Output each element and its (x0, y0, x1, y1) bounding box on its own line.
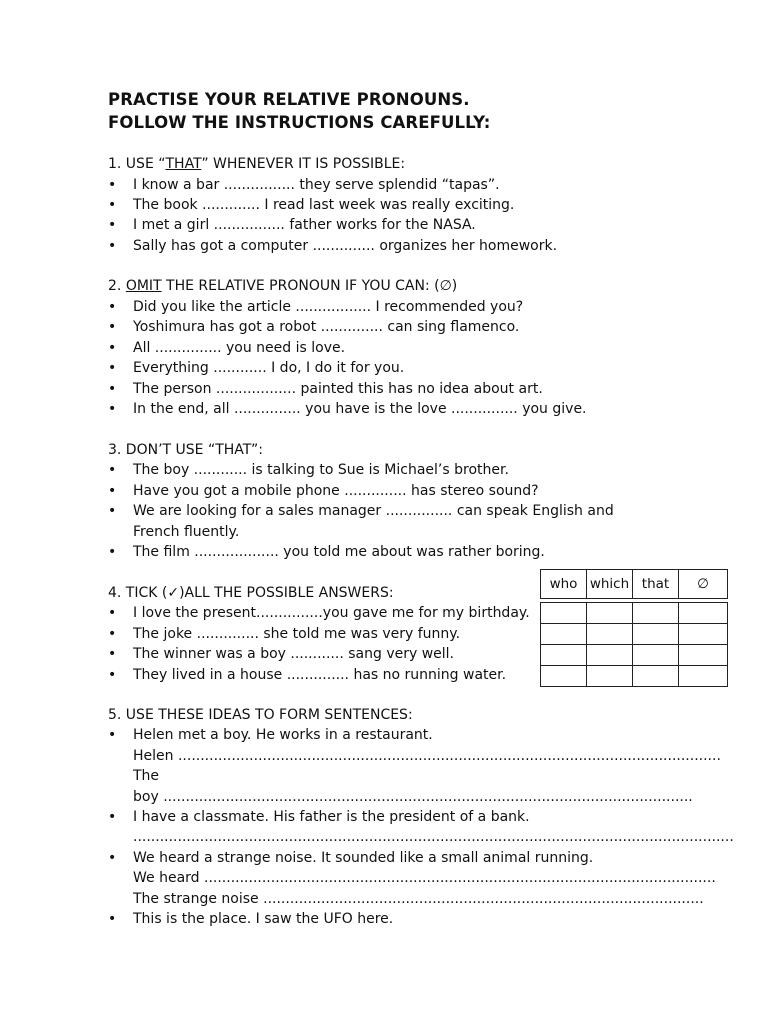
section3-item: • The film ................... you told me about was rather boring. (108, 544, 545, 560)
tick-cell[interactable] (541, 603, 587, 624)
section4-item: • The winner was a boy ............ sang very well. (108, 646, 455, 662)
section1-item: • I met a girl ................ father works for the NASA. (108, 217, 476, 233)
bullet-icon: • (108, 319, 117, 335)
tick-table-header-who: who (541, 570, 587, 599)
section4-heading: 4. TICK (✓)ALL THE POSSIBLE ANSWERS: (108, 585, 394, 601)
bullet-icon: • (108, 544, 117, 560)
bullet-icon: • (108, 197, 117, 213)
section5-item: • I have a classmate. His father is the president of a bank. (108, 809, 530, 825)
tick-cell[interactable] (633, 603, 679, 624)
section1-heading-underlined: THAT (165, 156, 202, 172)
bullet-icon: • (108, 462, 117, 478)
section2-item: • In the end, all ............... you have is the love ............... you give. (108, 401, 587, 417)
section4-item: • I love the present...............you gave me for my birthday. (108, 605, 530, 621)
section1-item: • I know a bar ................ they serve splendid “tapas”. (108, 177, 500, 193)
bullet-icon: • (108, 626, 117, 642)
bullet-icon: • (108, 381, 117, 397)
section4-item: • The joke .............. she told me was very funny. (108, 626, 461, 642)
bullet-icon: • (108, 217, 117, 233)
worksheet-title-line1: PRACTISE YOUR RELATIVE PRONOUNS. (108, 90, 470, 109)
bullet-icon: • (108, 299, 117, 315)
tick-cell[interactable] (679, 624, 728, 645)
tick-table-row (541, 624, 728, 645)
tick-table-header-that: that (633, 570, 679, 599)
bullet-icon: • (108, 911, 117, 927)
tick-cell[interactable] (541, 666, 587, 687)
tick-cell[interactable] (633, 645, 679, 666)
section2-item: • All ............... you need is love. (108, 340, 346, 356)
tick-table-header-which: which (587, 570, 633, 599)
bullet-icon: • (108, 809, 117, 825)
bullet-icon: • (108, 646, 117, 662)
section2-heading: 2. OMIT THE RELATIVE PRONOUN IF YOU CAN: (∅) (108, 278, 458, 294)
tick-cell[interactable] (679, 603, 728, 624)
section1-item: • Sally has got a computer .............. organizes her homework. (108, 238, 558, 254)
answer-line[interactable]: Helen .......................................................................................................................... (133, 748, 721, 764)
tick-table-row (541, 645, 728, 666)
section3-item: • Have you got a mobile phone .............. has stereo sound? (108, 483, 539, 499)
tick-answer-table (540, 569, 728, 687)
bullet-icon: • (108, 667, 117, 683)
section5-item: • We heard a strange noise. It sounded like a small animal running. (108, 850, 594, 866)
section5-item: • This is the place. I saw the UFO here. (108, 911, 394, 927)
bullet-icon: • (108, 401, 117, 417)
tick-cell[interactable] (633, 666, 679, 687)
bullet-icon: • (108, 605, 117, 621)
tick-cell[interactable] (587, 624, 633, 645)
tick-cell[interactable] (587, 603, 633, 624)
bullet-icon: • (108, 483, 117, 499)
tick-table-header-row (541, 570, 728, 599)
bullet-icon: • (108, 727, 117, 743)
tick-cell[interactable] (679, 666, 728, 687)
section3-heading: 3. DON’T USE “THAT”: (108, 442, 263, 458)
section3-item: • The boy ............ is talking to Sue is Michael’s brother. (108, 462, 509, 478)
section5-item: • Helen met a boy. He works in a restaurant. (108, 727, 433, 743)
answer-line[interactable]: ....................................................................................................................................... (133, 829, 734, 845)
tick-cell[interactable] (587, 645, 633, 666)
bullet-icon: • (108, 340, 117, 356)
tick-cell[interactable] (633, 624, 679, 645)
bullet-icon: • (108, 360, 117, 376)
tick-cell[interactable] (679, 645, 728, 666)
worksheet-title-line2: FOLLOW THE INSTRUCTIONS CAREFULLY: (108, 113, 491, 132)
tick-cell[interactable] (541, 645, 587, 666)
tick-table-row (541, 666, 728, 687)
answer-line[interactable]: We heard ................................................................................................................... (133, 870, 716, 886)
section2-item: • Yoshimura has got a robot .............. can sing flamenco. (108, 319, 520, 335)
answer-line[interactable]: boy ....................................................................................................................... (133, 789, 693, 805)
bullet-icon: • (108, 850, 117, 866)
section4-item: • They lived in a house .............. has no running water. (108, 667, 507, 683)
section2-item: • The person .................. painted this has no idea about art. (108, 381, 543, 397)
section1-item: • The book ............. I read last week was really exciting. (108, 197, 515, 213)
tick-cell[interactable] (541, 624, 587, 645)
answer-line[interactable]: The (133, 768, 160, 784)
section2-heading-underlined: OMIT (125, 278, 162, 294)
section2-item: • Everything ............ I do, I do it for you. (108, 360, 405, 376)
answer-line[interactable]: The strange noise ................................................................................................... (133, 891, 704, 907)
tick-cell[interactable] (587, 666, 633, 687)
section5-heading: 5. USE THESE IDEAS TO FORM SENTENCES: (108, 707, 413, 723)
bullet-icon: • (108, 503, 117, 519)
section2-item: • Did you like the article ................. I recommended you? (108, 299, 524, 315)
tick-table-row (541, 603, 728, 624)
section3-item-continuation: French fluently. (133, 524, 240, 540)
section3-item: • We are looking for a sales manager ............... can speak English and (108, 503, 614, 519)
section1-heading: 1. USE “THAT” WHENEVER IT IS POSSIBLE: (108, 156, 406, 172)
tick-table-header-empty-set: ∅ (679, 570, 728, 599)
bullet-icon: • (108, 238, 117, 254)
bullet-icon: • (108, 177, 117, 193)
